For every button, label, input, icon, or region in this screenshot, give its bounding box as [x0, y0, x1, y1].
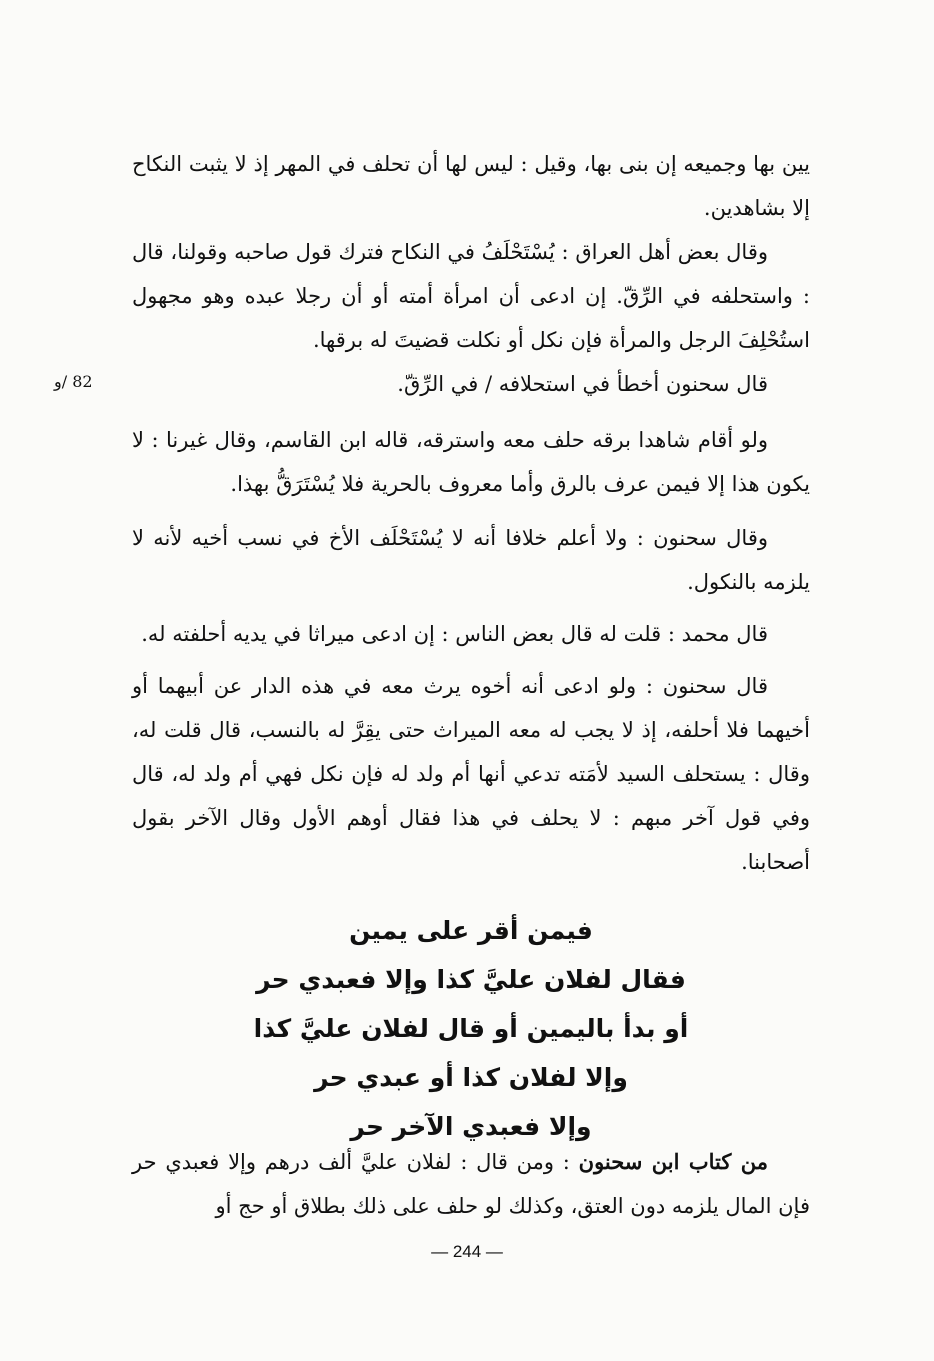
paragraph-2 [132, 230, 810, 362]
heading-line: وإلا فعبدي الآخر حر [350, 1112, 592, 1141]
paragraph-5 [132, 516, 810, 604]
paragraph-text: وقال سحنون : ولا أعلم خلافا أنه لا يُسْتَحْلَف الأخ في نسب أخيه لأنه لا يلزمه بالنكول. [132, 526, 810, 594]
heading-line: فيمن أقر على يمين [349, 916, 593, 945]
paragraph-text: قال سحنون : ولو ادعى أنه أخوه يرث معه في هذه الدار عن أبيهما أو أخيهما فلا أحلفه، إذ لا يجب له معه الميراث حتى يقِرَّ له بالنسب، قال قلت له، وقال : يستحلف السيد لأمَته تدعي أنها أم ولد له فإن نكل فهي أم ولد له، قال وفي قول آخر مبهم : لا يحلف في هذا فقال أوهم الأول وقال الآخر بقول أصحابنا. [132, 674, 810, 874]
paragraph-7 [132, 664, 810, 884]
paragraph-text: قال محمد : قلت له قال بعض الناس : إن ادعى ميراثا في يديه أحلفته له. [141, 622, 768, 646]
folio-marker: 82 /و [54, 372, 93, 391]
paragraph-text: ولو أقام شاهدا برقه حلف معه واسترقه، قاله ابن القاسم، وقال غيرنا : لا يكون هذا إلا فيمن عرف بالرق وأما معروف بالحرية فلا يُسْتَرَقُّ بهذا. [132, 428, 810, 496]
paragraph-1 [132, 142, 810, 230]
page-number: — 244 — [431, 1242, 503, 1261]
heading-line: أو بدأ باليمين أو قال لفلان عليَّ كذا [253, 1014, 689, 1043]
paragraph-4 [132, 418, 810, 506]
paragraph-text [132, 1140, 810, 1228]
source-citation: من كتاب ابن سحنون [578, 1149, 769, 1174]
paragraph-text: يين بها وجميعه إن بنى بها، وقيل : ليس لها أن تحلف في المهر إذ لا يثبت النكاح إلا بشاهدين. [132, 152, 810, 220]
final-paragraph [132, 1140, 810, 1228]
section-heading [132, 906, 810, 1151]
paragraph-text: وقال بعض أهل العراق : يُسْتَحْلَفُ في النكاح فترك قول صاحبه وقولنا، قال : واستحلفه في الرِّقّ. إن ادعى أن امرأة أمته أو أن رجلا عبده وهو مجهول استُحْلِفَ الرجل والمرأة فإن نكل أو نكلت قضيتَ له برقها. [132, 240, 810, 352]
paragraph-text: قال سحنون أخطأ في استحلافه / في الرِّقّ. [397, 372, 768, 396]
heading-line: وإلا لفلان كذا أو عبدي حر [314, 1063, 628, 1092]
heading-line: فقال لفلان عليَّ كذا وإلا فعبدي حر [256, 965, 686, 994]
paragraph-3 [132, 362, 810, 406]
paragraph-continuation: : ومن قال : لفلان عليَّ ألف درهم وإلا فعبدي حر فإن المال يلزمه دون العتق، وكذلك لو حلف على ذلك بطلاق أو حج أو [132, 1150, 810, 1218]
paragraph-6 [132, 612, 810, 656]
